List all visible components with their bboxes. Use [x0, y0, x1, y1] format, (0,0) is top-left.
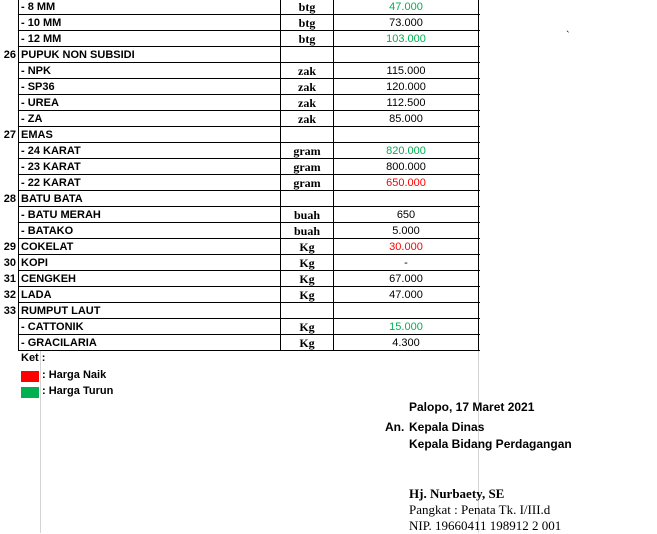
item-unit: btg [298, 0, 316, 14]
table-row [0, 223, 657, 239]
item-name: BATU BATA [21, 193, 83, 205]
price-down-swatch [21, 387, 39, 398]
table-row [0, 287, 657, 303]
signatory-name: Hj. Nurbaety, SE [409, 486, 505, 501]
item-price: 47.000 [389, 1, 423, 13]
an-prefix: An. [385, 420, 405, 434]
column-border [478, 0, 479, 351]
row-number [0, 159, 18, 175]
item-unit: btg [298, 16, 316, 30]
row-number [0, 63, 18, 79]
table-row [0, 79, 657, 95]
row-number: 28 [3, 193, 16, 205]
item-unit [281, 303, 333, 319]
position-title: Kepala Bidang Perdagangan [409, 437, 572, 451]
row-number [0, 111, 18, 127]
column-border [333, 0, 334, 351]
row-number: 29 [3, 241, 16, 253]
item-name: - GRACILARIA [21, 337, 97, 349]
item-price: 115.000 [386, 65, 426, 77]
item-price: 650.000 [386, 177, 426, 189]
price-down-label: : Harga Turun [42, 385, 114, 397]
item-name: - CATTONIK [21, 321, 84, 333]
table-row [0, 271, 657, 287]
row-number: 32 [3, 289, 16, 301]
item-unit: btg [298, 32, 316, 46]
row-number [0, 0, 18, 15]
table-row [0, 207, 657, 223]
stray-mark: ` [566, 30, 570, 42]
row-number: 27 [3, 129, 16, 141]
table-row [0, 191, 657, 207]
item-name: COKELAT [21, 241, 74, 253]
table-row [0, 303, 657, 319]
item-name: PUPUK NON SUBSIDI [21, 49, 135, 61]
place-date: Palopo, 17 Maret 2021 [409, 400, 535, 414]
item-price: 15.000 [389, 321, 423, 333]
legend-title: Ket : [21, 352, 46, 364]
row-number [0, 319, 18, 335]
item-name: - 24 KARAT [21, 145, 81, 157]
table-row [0, 319, 657, 335]
item-price: 4.300 [392, 337, 420, 349]
column-border [280, 0, 281, 351]
item-name: - BATU MERAH [21, 209, 101, 221]
row-number: 33 [3, 305, 16, 317]
item-price: 112.500 [386, 97, 426, 109]
table-row [0, 95, 657, 111]
item-unit: zak [298, 80, 316, 94]
table-row [0, 63, 657, 79]
item-name: - SP36 [21, 81, 55, 93]
item-unit: gram [293, 160, 321, 174]
item-price: 650 [396, 209, 416, 221]
row-number [0, 143, 18, 159]
item-price [334, 191, 478, 207]
item-unit: Kg [299, 240, 315, 254]
item-name: EMAS [21, 129, 53, 141]
item-unit: Kg [299, 272, 315, 286]
item-unit: buah [293, 208, 321, 222]
item-price: 5.000 [392, 225, 420, 237]
table-row [0, 15, 657, 31]
signatory-nip: NIP. 19660411 198912 2 001 [409, 518, 562, 533]
table-row [0, 239, 657, 255]
table-row [0, 159, 657, 175]
item-price: 85.000 [389, 113, 423, 125]
row-number [0, 79, 18, 95]
item-unit: zak [298, 112, 316, 126]
table-row [0, 335, 657, 351]
item-unit: zak [298, 96, 316, 110]
item-name: LADA [21, 289, 52, 301]
item-unit: Kg [299, 256, 315, 270]
item-name: - 8 MM [21, 1, 56, 13]
price-up-swatch [21, 371, 39, 382]
item-name: - ZA [21, 113, 43, 125]
row-number [0, 175, 18, 191]
item-name: - UREA [21, 97, 59, 109]
sheet-gridline [40, 351, 41, 533]
item-unit [281, 191, 333, 207]
item-price: 103.000 [386, 33, 426, 45]
table-row [0, 175, 657, 191]
item-price: 820.000 [386, 145, 426, 157]
item-name: - BATAKO [21, 225, 74, 237]
row-number [0, 335, 18, 351]
table-row [0, 127, 657, 143]
item-name: - 10 MM [21, 17, 62, 29]
item-price: - [404, 257, 408, 269]
row-number: 26 [3, 49, 16, 61]
row-number: 30 [3, 257, 16, 269]
item-name: CENGKEH [21, 273, 77, 285]
item-unit: buah [293, 224, 321, 238]
row-number [0, 15, 18, 31]
row-number [0, 95, 18, 111]
item-unit: Kg [299, 320, 315, 334]
item-price [334, 47, 478, 63]
table-row [0, 111, 657, 127]
item-unit: Kg [299, 288, 315, 302]
item-name: - NPK [21, 65, 51, 77]
item-price: 47.000 [389, 289, 423, 301]
row-number [0, 223, 18, 239]
item-unit [281, 127, 333, 143]
table-row [0, 255, 657, 271]
item-price [334, 303, 478, 319]
item-price [334, 127, 478, 143]
price-up-label: : Harga Naik [42, 369, 107, 381]
row-number [0, 31, 18, 47]
signatory-rank: Pangkat : Penata Tk. I/III.d [409, 502, 551, 517]
item-name: - 23 KARAT [21, 161, 81, 173]
column-border [18, 0, 19, 351]
item-unit: Kg [299, 336, 315, 350]
item-price: 30.000 [389, 241, 423, 253]
office-title: Kepala Dinas [409, 420, 485, 434]
table-row [0, 0, 657, 15]
table-row [0, 31, 657, 47]
item-unit: gram [293, 144, 321, 158]
item-price: 800.000 [386, 161, 426, 173]
item-price: 73.000 [389, 17, 423, 29]
row-number: 31 [3, 273, 16, 285]
item-price: 120.000 [386, 81, 426, 93]
item-name: - 22 KARAT [21, 177, 81, 189]
row-number [0, 207, 18, 223]
row-border [18, 350, 480, 351]
item-name: KOPI [21, 257, 48, 269]
table-row [0, 47, 657, 63]
item-unit: zak [298, 64, 316, 78]
item-unit [281, 47, 333, 63]
item-name: RUMPUT LAUT [21, 305, 101, 317]
table-row [0, 143, 657, 159]
item-name: - 12 MM [21, 33, 62, 45]
item-price: 67.000 [389, 273, 423, 285]
item-unit: gram [293, 176, 321, 190]
